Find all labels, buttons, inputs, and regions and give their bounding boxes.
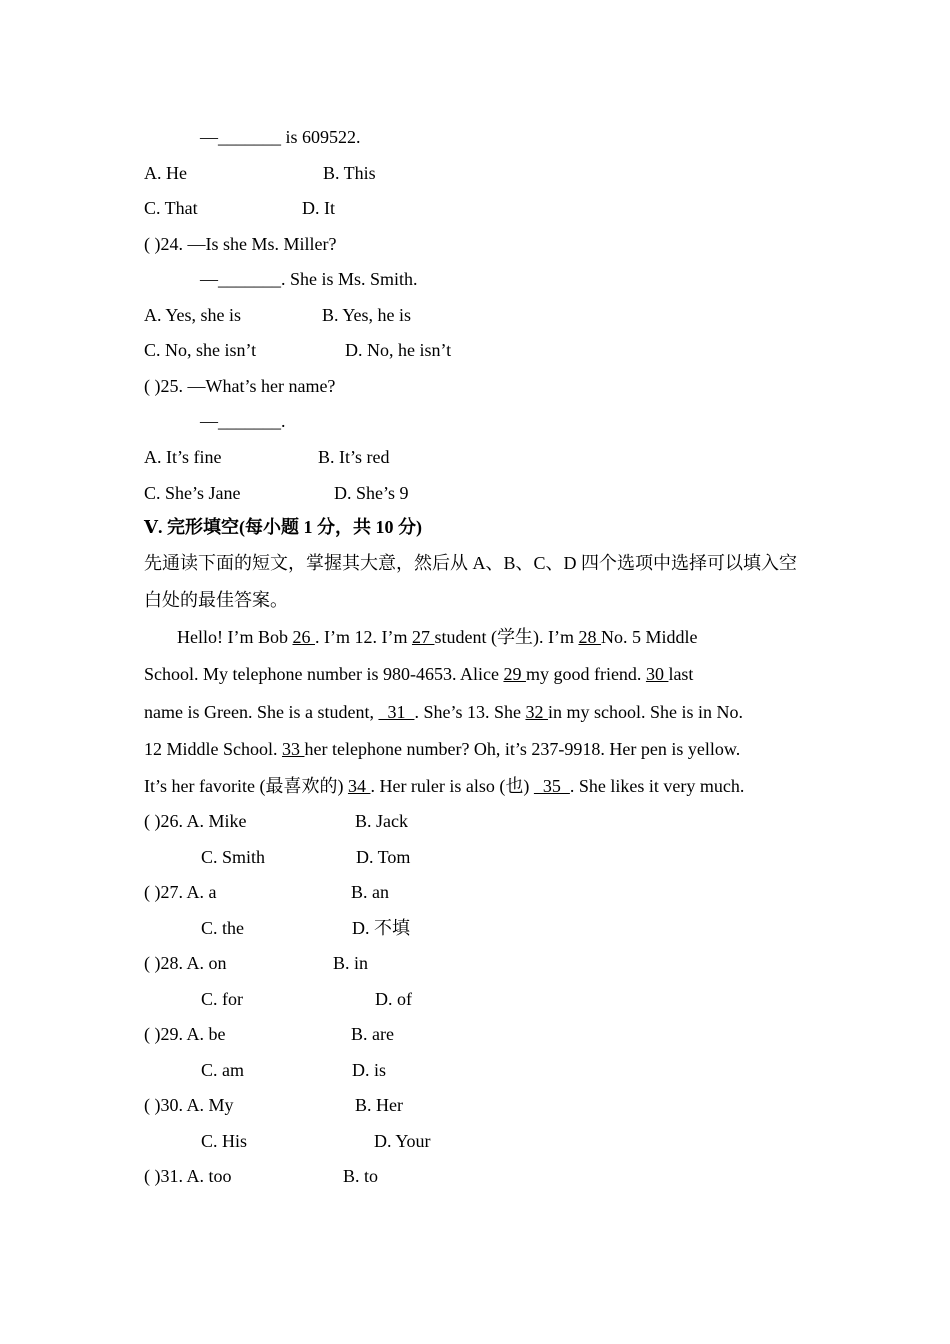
passage-text: . She’s 13. She [414,702,526,722]
blank-28: 28 [578,627,601,647]
passage-text: . Her ruler is also (也) [370,776,534,796]
q30-stem: ( )30. A. My [144,1095,234,1115]
q25-stem: ( )25. —What’s her name? [144,376,336,396]
passage-line-2 [144,663,693,685]
section-instruction-line-2: 白处的最佳答案。 [144,590,288,610]
q23-option-c: C. That [144,198,198,218]
q28-stem: ( )28. A. on [144,953,227,973]
q29-option-c: C. am [201,1060,244,1080]
passage-line-4 [144,738,740,760]
blank-27: 27 [411,627,435,647]
q24-option-a: A. Yes, she is [144,305,242,325]
passage-text: . I’m 12. I’m [314,627,412,647]
q29-option-b: B. are [351,1024,394,1044]
q31-stem: ( )31. A. too [144,1166,232,1186]
q29-option-d: D. is [352,1060,387,1080]
passage-text: last [668,664,694,684]
passage-text: in my school. She is in No. [547,702,743,722]
blank-31: 31 [378,702,415,722]
q27-option-c: C. the [201,918,244,938]
q23-answer-line: —_______ is 609522. [200,127,361,147]
q23-option-a: A. He [144,163,187,183]
passage-line-1 [177,626,697,648]
section-instruction-line-1: 先通读下面的短文，掌握其大意，然后从 A、B、C、D 四个选项中选择可以填入空 [144,553,798,573]
passage-text: my good friend. [525,664,646,684]
q30-option-b: B. Her [355,1095,403,1115]
q23-option-d: D. It [302,198,335,218]
q31-option-b: B. to [343,1166,379,1186]
q24-option-c: C. No, she isn’t [144,340,257,360]
q30-option-c: C. His [201,1131,248,1151]
q30-option-d: D. Your [374,1131,431,1151]
q26-option-b: B. Jack [355,811,408,831]
passage-text: her telephone number? Oh, it’s 237-9918. Her pen is yellow. [304,739,741,759]
passage-text: School. My telephone number is 980-4653. Alice [144,664,504,684]
blank-35: 35 [533,776,570,796]
passage-text: No. 5 Middle [600,627,698,647]
q24-stem: ( )24. —Is she Ms. Miller? [144,234,337,254]
q24-answer-line: —_______. She is Ms. Smith. [200,269,418,289]
q25-option-a: A. It’s fine [144,447,222,467]
blank-33: 33 [282,739,305,759]
passage-text: 12 Middle School. [144,739,282,759]
passage-text: student (学生). I’m [434,627,579,647]
passage-text: It’s her favorite (最喜欢的) [144,776,348,796]
q25-answer-line: —_______. [200,411,286,431]
section-heading: Ⅴ. 完形填空(每小题 1 分，共 10 分) [144,517,422,537]
passage-line-5 [144,775,744,797]
q25-option-c: C. She’s Jane [144,483,241,503]
blank-26: 26 [292,627,315,647]
q28-option-c: C. for [201,989,243,1009]
q27-option-d: D. 不填 [352,918,410,938]
passage-line-3 [144,701,743,723]
q25-option-d: D. She’s 9 [334,483,409,503]
passage-text: name is Green. She is a student, [144,702,379,722]
q26-stem: ( )26. A. Mike [144,811,247,831]
q27-stem: ( )27. A. a [144,882,217,902]
q23-option-b: B. This [323,163,376,183]
q25-option-b: B. It’s red [318,447,390,467]
blank-30: 30 [645,664,669,684]
q28-option-d: D. of [375,989,412,1009]
passage-text: . She likes it very much. [569,776,745,796]
q26-option-c: C. Smith [201,847,266,867]
blank-34: 34 [347,776,371,796]
q24-option-d: D. No, he isn’t [345,340,452,360]
q27-option-b: B. an [351,882,389,902]
blank-29: 29 [503,664,526,684]
q28-option-b: B. in [333,953,369,973]
q24-option-b: B. Yes, he is [322,305,412,325]
q29-stem: ( )29. A. be [144,1024,226,1044]
q26-option-d: D. Tom [356,847,411,867]
passage-text: Hello! I’m Bob [177,627,293,647]
blank-32: 32 [525,702,548,722]
